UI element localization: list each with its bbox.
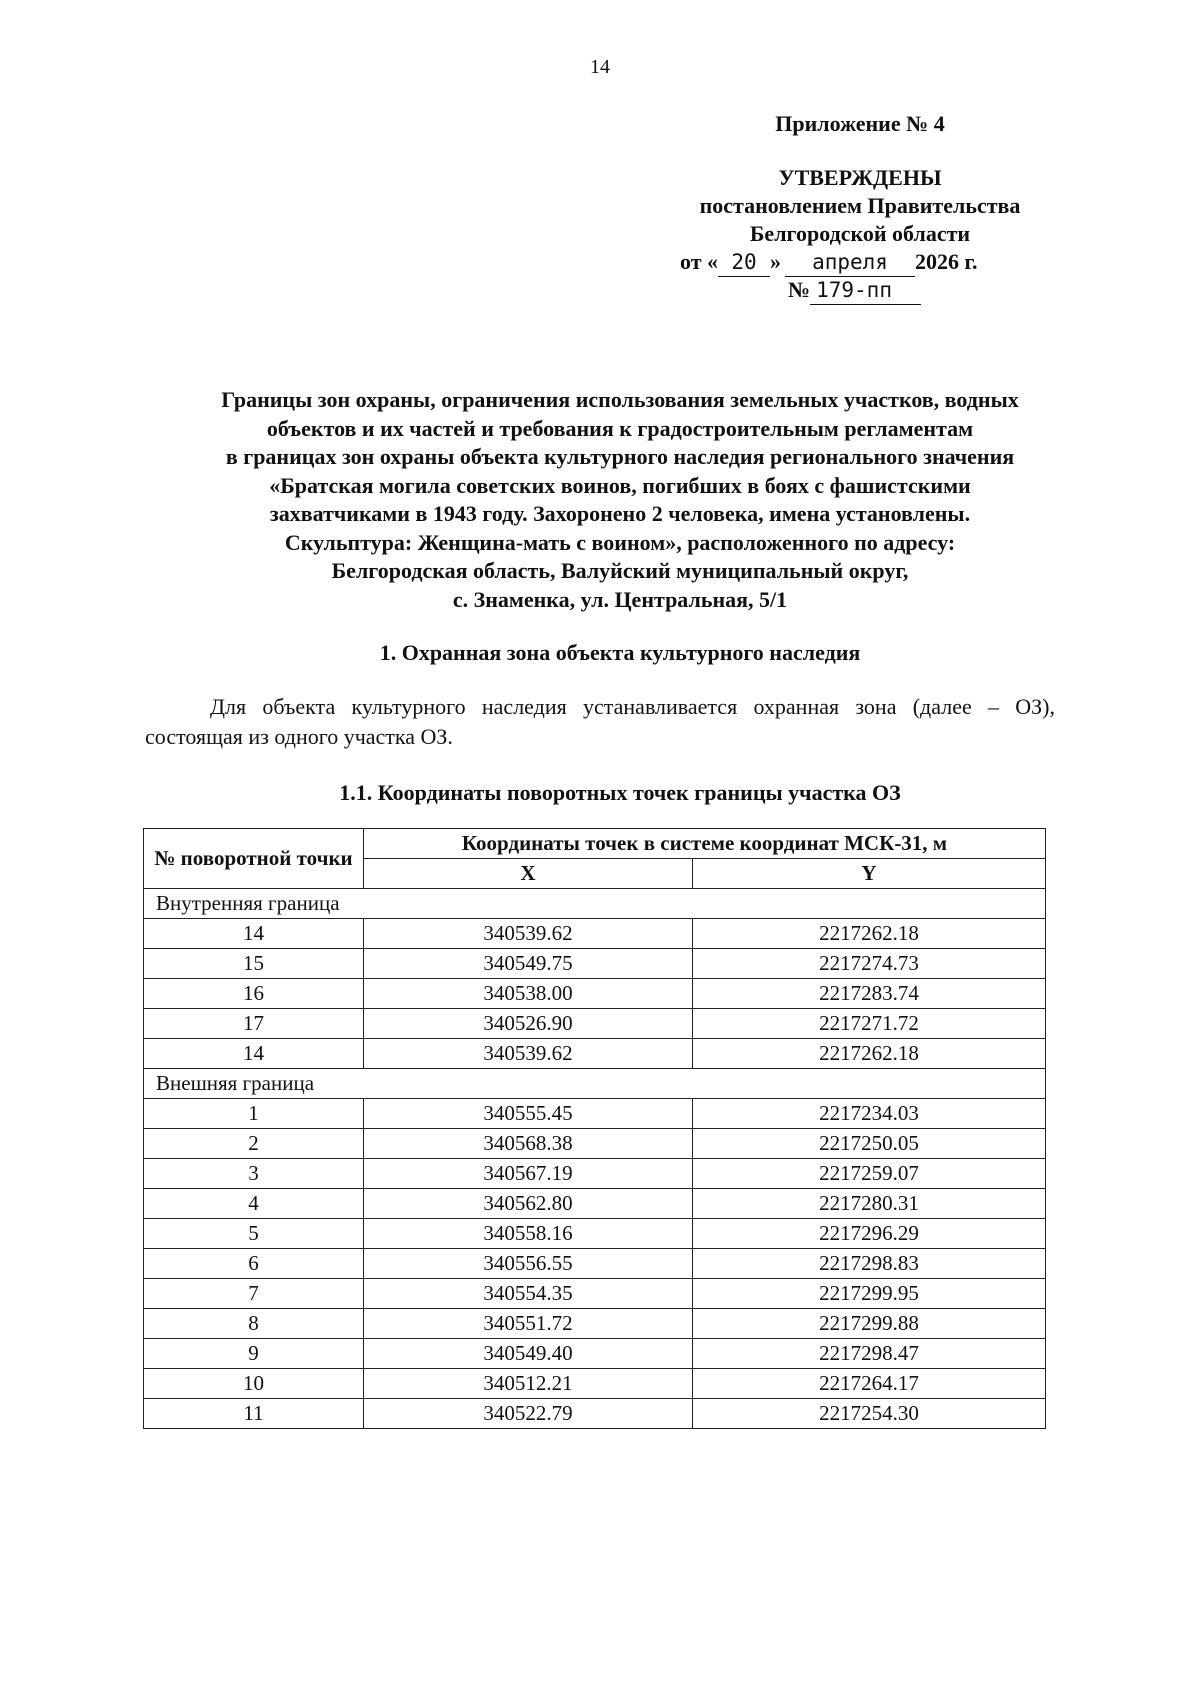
table-row (144, 1189, 1046, 1219)
title-line: «Братская могила советских воинов, погибших в боях с фашистскими (269, 472, 971, 498)
cell-y: 2217262.18 (693, 919, 1046, 949)
cell-point: 10 (144, 1369, 364, 1399)
table-row (144, 949, 1046, 979)
table-row (144, 1309, 1046, 1339)
cell-point: 16 (144, 979, 364, 1009)
cell-point: 3 (144, 1159, 364, 1189)
header-y: Y (693, 859, 1046, 889)
cell-y: 2217264.17 (693, 1369, 1046, 1399)
approval-date (680, 248, 1080, 277)
cell-y: 2217262.18 (693, 1039, 1046, 1069)
cell-y: 2217296.29 (693, 1219, 1046, 1249)
cell-point: 2 (144, 1129, 364, 1159)
date-day: 20 (718, 249, 770, 277)
group-row (144, 889, 1046, 919)
appendix-label: Приложение № 4 (775, 111, 945, 136)
cell-y: 2217271.72 (693, 1009, 1046, 1039)
table-row (144, 1039, 1046, 1069)
title-line: захватчиками в 1943 году. Захоронено 2 человека, имена установлены. (269, 501, 971, 526)
table-row (144, 1279, 1046, 1309)
cell-x: 340526.90 (364, 1009, 693, 1039)
cell-point: 14 (144, 919, 364, 949)
approved-by-line2: Белгородской области (749, 221, 971, 246)
table-row (144, 919, 1046, 949)
table-row (144, 1399, 1046, 1429)
group-label: Внутренняя граница (144, 889, 1046, 919)
table-row (144, 1369, 1046, 1399)
cell-point: 4 (144, 1189, 364, 1219)
approved-label: УТВЕРЖДЕНЫ (778, 165, 942, 190)
table-row (144, 1219, 1046, 1249)
cell-y: 2217298.47 (693, 1339, 1046, 1369)
group-row (144, 1069, 1046, 1099)
cell-x: 340568.38 (364, 1129, 693, 1159)
cell-point: 14 (144, 1039, 364, 1069)
cell-point: 5 (144, 1219, 364, 1249)
cell-point: 7 (144, 1279, 364, 1309)
cell-x: 340549.75 (364, 949, 693, 979)
cell-x: 340539.62 (364, 1039, 693, 1069)
subsection-heading: 1.1. Координаты поворотных точек границы участка ОЗ (339, 780, 901, 805)
cell-x: 340539.62 (364, 919, 693, 949)
cell-point: 11 (144, 1399, 364, 1429)
cell-point: 17 (144, 1009, 364, 1039)
date-month: апреля (785, 249, 915, 277)
table-row (144, 979, 1046, 1009)
page-number: 14 (590, 56, 610, 78)
cell-y: 2217283.74 (693, 979, 1046, 1009)
header-coords: Координаты точек в системе координат МСК-31, м (364, 829, 1046, 859)
number-value: 179-пп (810, 277, 921, 305)
cell-y: 2217254.30 (693, 1399, 1046, 1429)
number-prefix: № (788, 277, 811, 302)
approval-number (788, 276, 988, 305)
table-row (144, 1009, 1046, 1039)
title-line: Белгородская область, Валуйский муниципальный округ, (331, 558, 909, 583)
group-label: Внешняя граница (144, 1069, 1046, 1099)
cell-y: 2217274.73 (693, 949, 1046, 979)
cell-point: 15 (144, 949, 364, 979)
cell-y: 2217299.95 (693, 1279, 1046, 1309)
cell-x: 340551.72 (364, 1309, 693, 1339)
table-row (144, 1129, 1046, 1159)
cell-x: 340556.55 (364, 1249, 693, 1279)
cell-x: 340549.40 (364, 1339, 693, 1369)
cell-x: 340554.35 (364, 1279, 693, 1309)
table-row (144, 1159, 1046, 1189)
cell-x: 340522.79 (364, 1399, 693, 1429)
title-line: в границах зон охраны объекта культурного наследия регионального значения (225, 444, 1015, 469)
cell-x: 340538.00 (364, 979, 693, 1009)
table-row (144, 1099, 1046, 1129)
cell-point: 6 (144, 1249, 364, 1279)
cell-x: 340567.19 (364, 1159, 693, 1189)
cell-x: 340555.45 (364, 1099, 693, 1129)
date-prefix: от « (680, 249, 719, 274)
header-x: X (364, 859, 693, 889)
table-row (144, 1249, 1046, 1279)
cell-x: 340512.21 (364, 1369, 693, 1399)
approved-by-line1: постановлением Правительства (699, 193, 1021, 218)
cell-x: 340558.16 (364, 1219, 693, 1249)
cell-y: 2217299.88 (693, 1309, 1046, 1339)
section-paragraph: Для объекта культурного наследия устанавливается охранная зона (далее – ОЗ), состоящая из одного участка ОЗ. (145, 694, 1055, 749)
title-line: объектов и их частей и требования к градостроительным регламентам (266, 415, 974, 441)
cell-point: 8 (144, 1309, 364, 1339)
cell-y: 2217259.07 (693, 1159, 1046, 1189)
document-title (130, 386, 1110, 614)
date-mid: » (770, 249, 782, 274)
title-line: с. Знаменка, ул. Центральная, 5/1 (452, 586, 788, 612)
coordinates-table (143, 828, 1046, 1429)
cell-y: 2217234.03 (693, 1099, 1046, 1129)
cell-x: 340562.80 (364, 1189, 693, 1219)
cell-y: 2217250.05 (693, 1129, 1046, 1159)
section-heading: 1. Охранная зона объекта культурного наследия (379, 640, 861, 665)
cell-point: 9 (144, 1339, 364, 1369)
date-year: 2026 г. (915, 249, 978, 274)
table-row (144, 1339, 1046, 1369)
cell-point: 1 (144, 1099, 364, 1129)
cell-y: 2217298.83 (693, 1249, 1046, 1279)
header-point: № поворотной точки (144, 829, 364, 889)
cell-y: 2217280.31 (693, 1189, 1046, 1219)
title-line: Границы зон охраны, ограничения использования земельных участков, водных (221, 387, 1019, 412)
title-line: Скульптура: Женщина-мать с воином», расположенного по адресу: (284, 529, 956, 555)
